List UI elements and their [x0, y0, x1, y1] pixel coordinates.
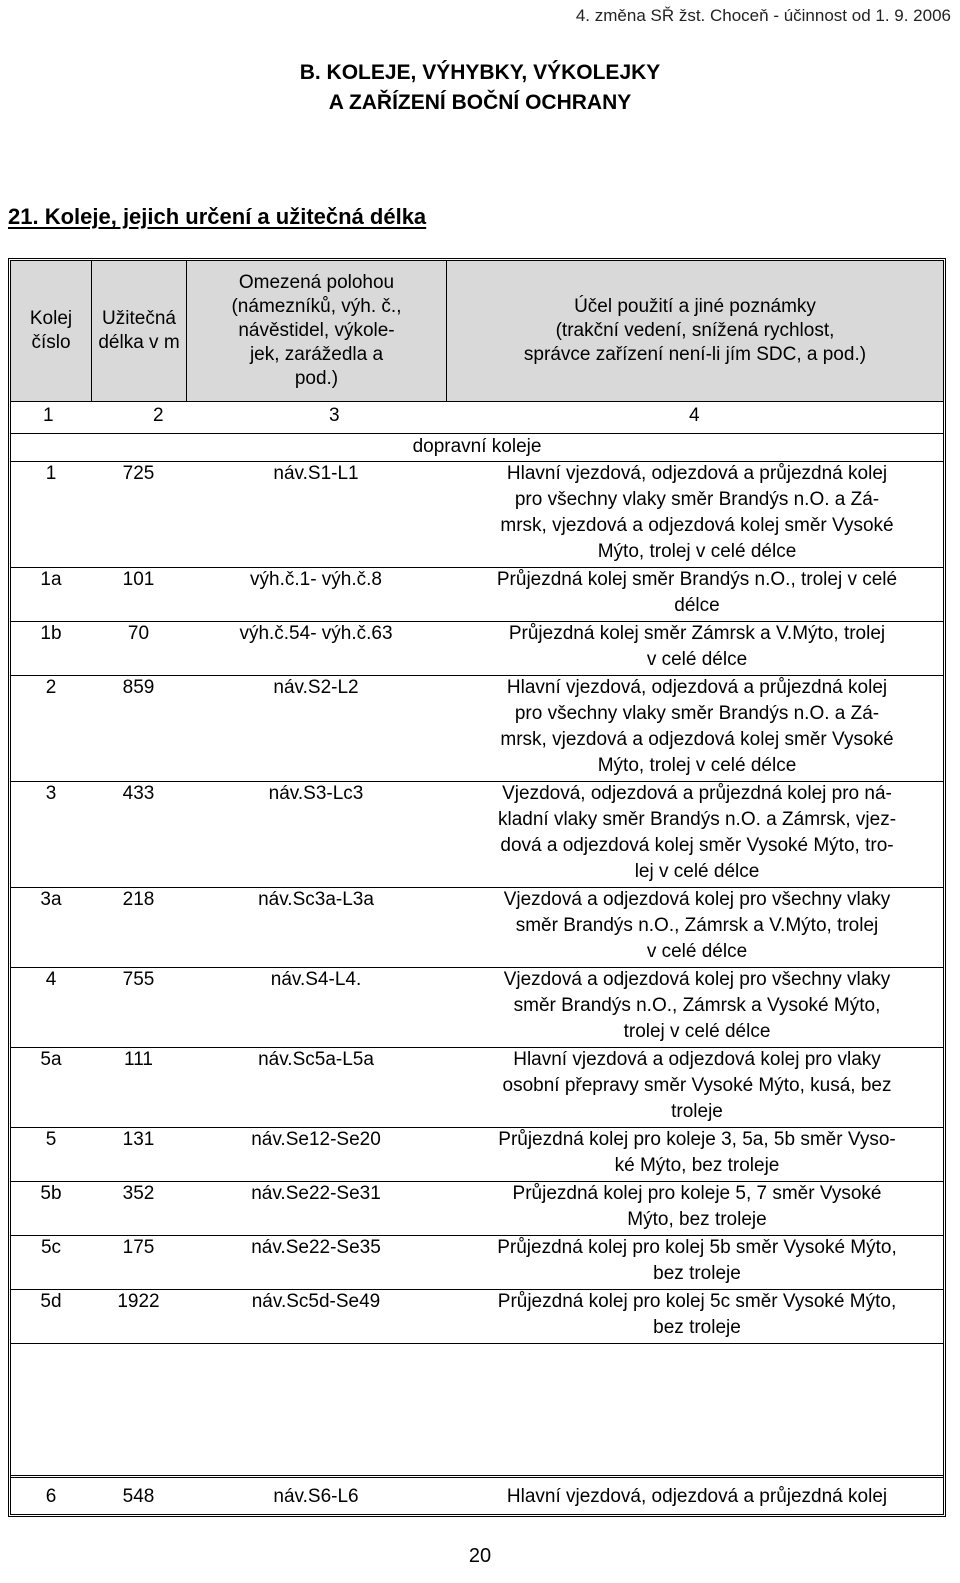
- cell-ucel: Průjezdná kolej pro kolej 5b směr Vysoké Mýto, bez troleje: [497, 1237, 897, 1284]
- header-delka: Užitečná délka v m: [98, 308, 180, 353]
- cell-kolej: 1a: [40, 569, 62, 590]
- cell-kolej: 1: [45, 463, 57, 484]
- cell-omezena: náv.S2-L2: [273, 677, 359, 698]
- cell-omezena: náv.S3-Lc3: [268, 783, 364, 804]
- cell-delka: 755: [122, 969, 155, 990]
- cell-delka: 111: [124, 1049, 153, 1070]
- cell-ucel: Vjezdová a odjezdová kolej pro všechny vlaky směr Brandýs n.O., Zámrsk a Vysoké Mýto, trolej v celé délce: [503, 969, 891, 1042]
- cell-omezena: výh.č.54- výh.č.63: [239, 623, 393, 644]
- cell-omezena: náv.Se22-Se31: [251, 1183, 381, 1204]
- cell-ucel: Průjezdná kolej směr Brandýs n.O., trolej v celé délce: [496, 569, 898, 616]
- cell-kolej: 5a: [40, 1049, 62, 1070]
- section-title: 21. Koleje, jejich určení a užitečná délka: [8, 204, 427, 229]
- cell-kolej: 6: [45, 1486, 57, 1507]
- cell-ucel: Průjezdná kolej pro kolej 5c směr Vysoké Mýto, bez troleje: [497, 1291, 897, 1338]
- cell-ucel: Hlavní vjezdová, odjezdová a průjezdná kolej pro všechny vlaky směr Brandýs n.O. a Zá- mrsk, vjezdová a odjezdová kolej směr Vysoké Mýto, trolej v celé délce: [500, 463, 894, 562]
- column-numbers-row: [11, 403, 943, 434]
- doc-heading-line-1: B. KOLEJE, VÝHYBKY, VÝKOLEJKY: [299, 61, 661, 84]
- cell-delka: 131: [122, 1129, 155, 1150]
- cell-omezena: náv.S4-L4.: [270, 969, 362, 990]
- column-number: 1: [43, 405, 54, 426]
- table-header: [11, 261, 943, 402]
- cell-delka: 725: [122, 463, 155, 484]
- cell-omezena: náv.S6-L6: [273, 1486, 359, 1507]
- page-number: 20: [468, 1545, 492, 1567]
- cell-omezena: náv.Sc5a-L5a: [258, 1049, 374, 1070]
- cell-delka: 859: [122, 677, 155, 698]
- header-omezena: Omezená polohou (námezníků, výh. č., návěstidel, výkole- jek, zarážedla a pod.): [231, 272, 402, 389]
- cell-omezena: výh.č.1- výh.č.8: [250, 569, 382, 590]
- cell-ucel: Průjezdná kolej pro koleje 3, 5a, 5b směr Vyso- ké Mýto, bez troleje: [498, 1129, 896, 1176]
- table-row: [11, 567, 943, 622]
- cell-kolej: 2: [45, 677, 57, 698]
- top-note: 4. změna SŘ žst. Choceň - účinnost od 1. 9. 2006: [575, 6, 951, 25]
- table-row: [11, 781, 943, 888]
- cell-ucel: Hlavní vjezdová, odjezdová a průjezdná kolej pro všechny vlaky směr Brandýs n.O. a Zá- mrsk, vjezdová a odjezdová kolej směr Vysoké Mýto, trolej v celé délce: [500, 677, 894, 776]
- table-row: [11, 887, 943, 968]
- table-row: [11, 1289, 943, 1344]
- table-row: [11, 1181, 943, 1236]
- cell-kolej: 4: [45, 969, 57, 990]
- cell-ucel: Hlavní vjezdová a odjezdová kolej pro vlaky osobní přepravy směr Vysoké Mýto, kusá, bez troleje: [502, 1049, 892, 1122]
- table-row: [11, 1047, 943, 1128]
- table-row: [11, 967, 943, 1048]
- table-row-bottom: [11, 1475, 943, 1518]
- cell-delka: 1922: [117, 1291, 160, 1312]
- cell-kolej: 5b: [40, 1183, 62, 1204]
- cell-delka: 352: [122, 1183, 155, 1204]
- cell-omezena: náv.Sc5d-Se49: [251, 1291, 381, 1312]
- cell-omezena: náv.Sc3a-L3a: [258, 889, 374, 910]
- cell-kolej: 1b: [40, 623, 62, 644]
- cell-ucel: Vjezdová a odjezdová kolej pro všechny vlaky směr Brandýs n.O., Zámrsk a V.Mýto, trolej v celé délce: [503, 889, 891, 962]
- table-row: [11, 621, 943, 676]
- column-number: 2: [153, 405, 164, 426]
- cell-delka: 101: [122, 569, 155, 590]
- cell-ucel: Vjezdová, odjezdová a průjezdná kolej pro ná- kladní vlaky směr Brandýs n.O. a Zámrsk, vjez- dová a odjezdová kolej směr Vysoké Mýto, tro- lej v celé délce: [497, 783, 897, 882]
- cell-kolej: 5: [45, 1129, 57, 1150]
- table-row: [11, 461, 943, 568]
- cell-ucel: Průjezdná kolej směr Zámrsk a V.Mýto, trolej v celé délce: [508, 623, 886, 670]
- cell-ucel: Průjezdná kolej pro koleje 5, 7 směr Vysoké Mýto, bez troleje: [512, 1183, 882, 1230]
- header-ucel: Účel použití a jiné poznámky (trakční vedení, snížená rychlost, správce zařízení není-li jím SDC, a pod.): [523, 296, 867, 365]
- doc-heading-line-2: A ZAŘÍZENÍ BOČNÍ OCHRANY: [328, 91, 632, 114]
- cell-omezena: náv.S1-L1: [273, 463, 359, 484]
- cell-delka: 70: [127, 623, 150, 644]
- section-label-row: dopravní koleje: [11, 433, 943, 462]
- cell-omezena: náv.Se12-Se20: [251, 1129, 381, 1150]
- table-row: [11, 1235, 943, 1290]
- cell-ucel: Hlavní vjezdová, odjezdová a průjezdná kolej: [506, 1486, 888, 1507]
- cell-delka: 433: [122, 783, 155, 804]
- table-row: [11, 675, 943, 782]
- cell-kolej: 3: [45, 783, 57, 804]
- cell-omezena: náv.Se22-Se35: [251, 1237, 381, 1258]
- column-number: 3: [329, 405, 340, 426]
- cell-kolej: 5d: [40, 1291, 62, 1312]
- tracks-table: [8, 258, 946, 1517]
- cell-delka: 548: [122, 1486, 155, 1507]
- cell-kolej: 5c: [40, 1237, 62, 1258]
- cell-delka: 175: [122, 1237, 155, 1258]
- header-kolej: Kolej číslo: [29, 308, 73, 353]
- column-number: 4: [689, 405, 700, 426]
- cell-delka: 218: [122, 889, 155, 910]
- table-row: [11, 1127, 943, 1182]
- cell-kolej: 3a: [40, 889, 62, 910]
